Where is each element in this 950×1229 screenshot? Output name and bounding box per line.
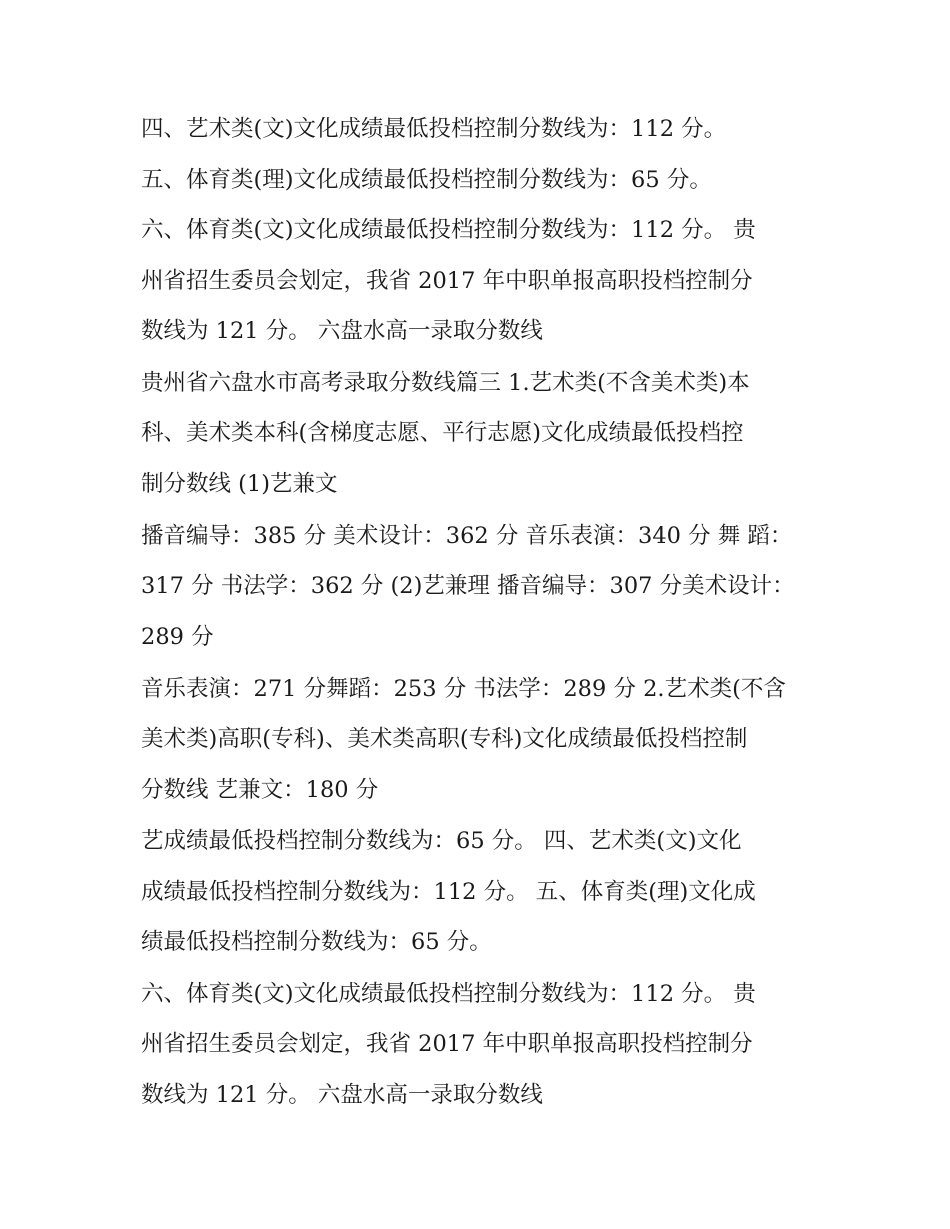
text-line: 四、艺术类(文)文化成绩最低投档控制分数线为：112 分。	[141, 116, 727, 142]
text-line: 六、体育类(文)文化成绩最低投档控制分数线为：112 分。 贵	[141, 981, 756, 1007]
text-line: 科、美术类本科(含梯度志愿、平行志愿)文化成绩最低投档控	[141, 420, 744, 446]
text-line: 州省招生委员会划定，我省 2017 年中职单报高职投档控制分	[141, 268, 753, 294]
text-line: 播音编导：385 分 美术设计：362 分 音乐表演：340 分 舞 蹈：	[141, 523, 793, 549]
text-line: 艺成绩最低投档控制分数线为：65 分。 四、艺术类(文)文化	[141, 828, 742, 854]
text-line: 分数线 艺兼文：180 分	[141, 777, 379, 803]
text-line: 289 分	[141, 624, 214, 650]
text-line: 317 分 书法学：362 分 (2)艺兼理 播音编导：307 分美术设计：	[141, 573, 795, 599]
text-line: 成绩最低投档控制分数线为：112 分。 五、体育类(理)文化成	[141, 879, 756, 905]
text-line: 制分数线 (1)艺兼文	[141, 471, 338, 497]
text-line: 贵州省六盘水市高考录取分数线篇三 1.艺术类(不含美术类)本	[141, 370, 750, 396]
text-line: 数线为 121 分。 六盘水高一录取分数线	[141, 318, 543, 344]
text-line: 州省招生委员会划定，我省 2017 年中职单报高职投档控制分	[141, 1031, 753, 1057]
text-line: 美术类)高职(专科)、美术类高职(专科)文化成绩最低投档控制	[141, 726, 748, 752]
text-line: 六、体育类(文)文化成绩最低投档控制分数线为：112 分。 贵	[141, 217, 756, 243]
text-line: 数线为 121 分。 六盘水高一录取分数线	[141, 1082, 543, 1108]
text-line: 音乐表演：271 分舞蹈：253 分 书法学：289 分 2.艺术类(不含	[141, 676, 786, 702]
text-line: 五、体育类(理)文化成绩最低投档控制分数线为：65 分。	[141, 167, 712, 193]
text-line: 绩最低投档控制分数线为：65 分。	[141, 929, 492, 955]
